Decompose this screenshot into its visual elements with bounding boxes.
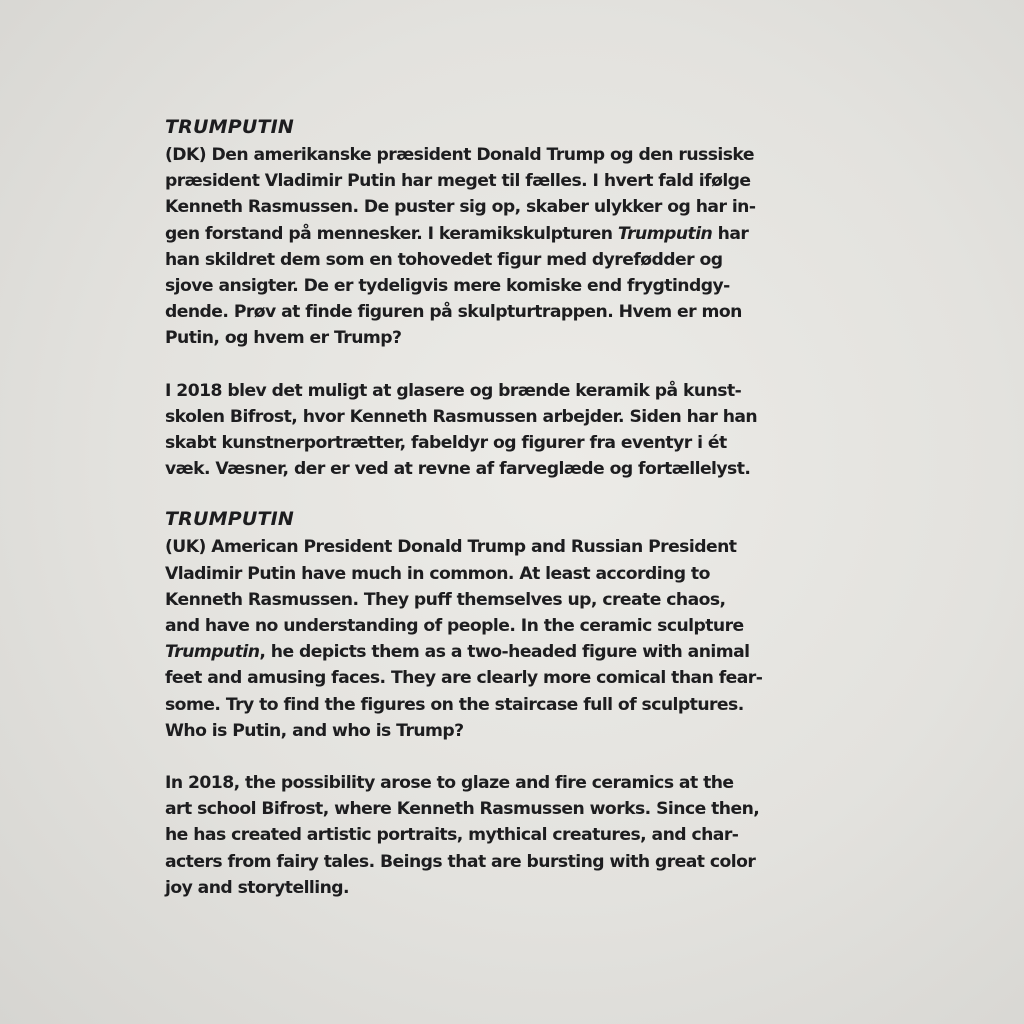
text-line	[165, 247, 865, 273]
text-line	[165, 587, 865, 613]
danish-section	[165, 116, 865, 482]
danish-paragraph-2	[165, 378, 865, 483]
english-title: TRUMPUTIN	[165, 508, 295, 531]
text-segment: dende. Prøv at finde figuren på skulpturtrappen. Hvem er mon	[165, 302, 742, 323]
text-segment: Vladimir Putin have much in common. At least according to	[165, 563, 710, 584]
text-segment: I 2018 blev det muligt at glasere og brænde keramik på kunst-	[165, 380, 742, 401]
text-segment: væk. Væsner, der er ved at revne af farveglæde og fortællelyst.	[165, 459, 751, 480]
text-line	[165, 404, 865, 430]
text-line	[165, 692, 865, 718]
text-line	[165, 299, 865, 325]
danish-paragraph-1	[165, 142, 865, 352]
text-segment: Kenneth Rasmussen. They puff themselves up, create chaos,	[165, 589, 726, 610]
text-segment: har	[712, 223, 749, 244]
text-line	[165, 534, 865, 560]
text-segment: acters from fairy tales. Beings that are bursting with great color	[165, 851, 756, 872]
artwork-title-italic: Trumputin	[165, 642, 260, 663]
text-segment: art school Bifrost, where Kenneth Rasmussen works. Since then,	[165, 799, 760, 820]
text-segment: (DK) Den amerikanske præsident Donald Trump og den russiske	[165, 145, 754, 165]
text-segment: (UK) American President Donald Trump and Russian President	[165, 537, 737, 558]
text-segment: , he depicts them as a two-headed figure with animal	[259, 642, 750, 663]
text-segment: In 2018, the possibility arose to glaze and fire ceramics at the	[165, 773, 734, 794]
artwork-title-italic: Trumputin	[617, 223, 713, 244]
text-segment: some. Try to find the figures on the staircase full of sculptures.	[165, 694, 744, 715]
text-segment: sjove ansigter. De er tydeligvis mere komiske end frygtindgy-	[165, 276, 730, 297]
text-segment: præsident Vladimir Putin har meget til fælles. I hvert fald ifølge	[165, 171, 751, 192]
text-segment: and have no understanding of people. In the ceramic sculpture	[165, 616, 744, 637]
text-segment: skolen Bifrost, hvor Kenneth Rasmussen arbejder. Siden har han	[165, 406, 758, 427]
danish-title: TRUMPUTIN	[165, 116, 295, 138]
english-section	[165, 508, 865, 901]
text-line	[165, 142, 865, 168]
text-segment: Kenneth Rasmussen. De puster sig op, skaber ulykker og har in-	[165, 197, 756, 218]
text-line	[165, 613, 865, 639]
text-line	[165, 194, 865, 220]
text-line	[165, 796, 865, 822]
text-line	[165, 221, 865, 247]
text-line	[165, 456, 865, 482]
text-segment: he has created artistic portraits, mythical creatures, and char-	[165, 825, 739, 846]
text-segment: han skildret dem som en tohovedet figur med dyrefødder og	[165, 249, 723, 270]
text-segment: gen forstand på mennesker. I keramikskulpturen	[165, 223, 618, 244]
text-segment: joy and storytelling.	[165, 877, 350, 898]
text-line	[165, 849, 865, 875]
text-line	[165, 875, 865, 901]
english-paragraph-1	[165, 534, 865, 744]
text-line	[165, 718, 865, 744]
text-line	[165, 639, 865, 665]
text-segment: Putin, og hvem er Trump?	[165, 328, 402, 349]
text-line	[165, 378, 865, 404]
text-segment: skabt kunstnerportrætter, fabeldyr og figurer fra eventyr i ét	[165, 433, 727, 454]
text-line	[165, 822, 865, 848]
text-line	[165, 561, 865, 587]
text-line	[165, 325, 865, 351]
english-paragraph-2	[165, 770, 865, 901]
text-line	[165, 665, 865, 691]
text-line	[165, 273, 865, 299]
text-line	[165, 430, 865, 456]
text-segment: Who is Putin, and who is Trump?	[165, 720, 464, 741]
text-segment: feet and amusing faces. They are clearly more comical than fear-	[165, 668, 763, 689]
wall-text-panel	[165, 116, 865, 901]
text-line	[165, 770, 865, 796]
text-line	[165, 168, 865, 194]
